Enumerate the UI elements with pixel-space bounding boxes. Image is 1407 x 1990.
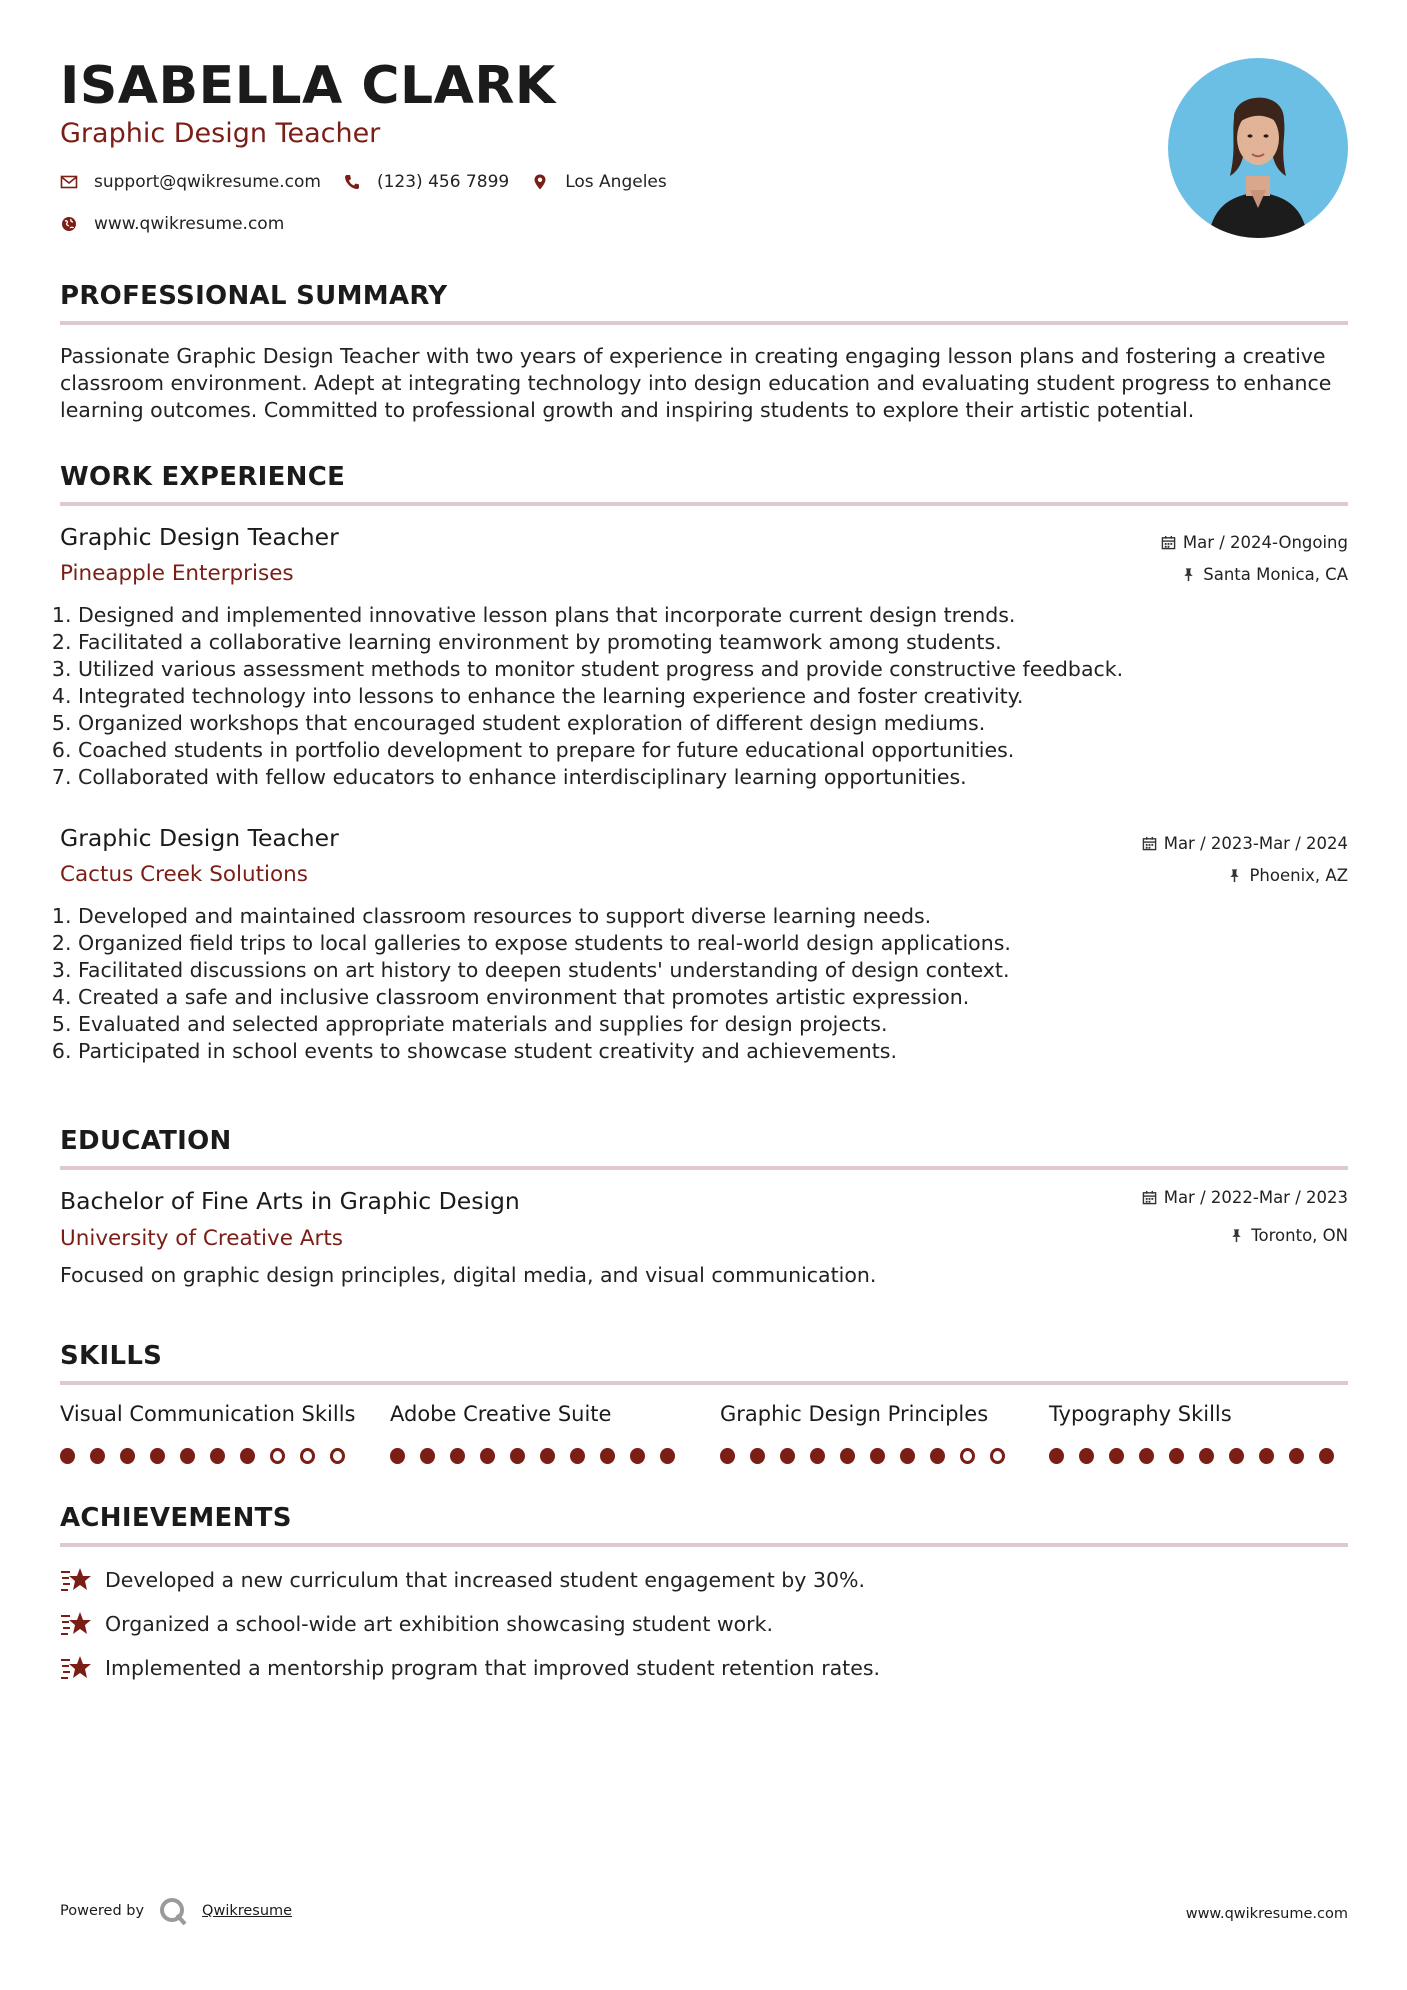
list-item: 5. Organized workshops that encouraged student exploration of different design mediums. [78,710,1338,737]
education-dates-text: Mar / 2022-Mar / 2023 [1163,1188,1348,1207]
skill-name: Visual Communication Skills [60,1402,356,1426]
rating-dot-filled [510,1448,525,1464]
rating-dot-filled [540,1448,555,1464]
rating-dot-empty [300,1448,315,1464]
rating-dot-filled [630,1448,645,1464]
list-item: 7. Collaborated with fellow educators to enhance interdisciplinary learning opportunities. [78,764,1338,791]
profile-photo [1168,58,1348,238]
rating-dot-filled [900,1448,915,1464]
rating-dot-filled [1229,1448,1244,1464]
candidate-name: ISABELLA CLARK [60,56,556,116]
rating-dot-filled [1109,1448,1124,1464]
skill-item [1049,1402,1349,1464]
skill-name: Adobe Creative Suite [390,1402,612,1426]
summary-text: Passionate Graphic Design Teacher with two years of experience in creating engaging lesson plans and fostering a creative classroom environment. Adept at integrating technology into design education and evaluating student progress to enhance learning outcomes. Committed to professional growth and inspiring students to explore their artistic potential. [60,344,1332,422]
pushpin-icon [1181,567,1196,582]
rating-dot-filled [1049,1448,1064,1464]
rating-dot-filled [60,1448,75,1464]
education-location-text: Toronto, ON [1251,1226,1348,1245]
skills-heading: SKILLS [60,1341,163,1371]
skill-rating [720,1448,1020,1464]
contact-phone[interactable] [343,172,509,192]
job-location-text: Santa Monica, CA [1203,565,1348,584]
rating-dot-filled [1199,1448,1214,1464]
skill-item [60,1402,360,1464]
rating-dot-filled [180,1448,195,1464]
rating-dot-filled [1169,1448,1184,1464]
qwikresume-logo-icon [158,1896,188,1926]
contact-website[interactable] [60,214,284,234]
list-item: 6. Participated in school events to showcase student creativity and achievements. [78,1038,1338,1065]
contact-row [60,172,689,192]
list-item: 1. Developed and maintained classroom resources to support diverse learning needs. [78,903,1338,930]
rating-dot-filled [570,1448,585,1464]
list-item: 2. Organized field trips to local galleries to expose students to real-world design applications. [78,930,1338,957]
education-dates [1142,1188,1348,1207]
calendar-icon [1161,535,1176,550]
skill-rating [1049,1448,1349,1464]
skill-rating [390,1448,690,1464]
education-description: Focused on graphic design principles, digital media, and visual communication. [60,1263,877,1287]
rating-dot-filled [1139,1448,1154,1464]
education-heading: EDUCATION [60,1126,232,1156]
rating-dot-filled [1319,1448,1334,1464]
education-divider [60,1166,1348,1170]
location-text: Los Angeles [565,172,667,192]
achievement-item [60,1610,773,1638]
list-item: 4. Integrated technology into lessons to enhance the learning experience and foster creativity. [78,683,1338,710]
rating-dot-empty [960,1448,975,1464]
job-dates-text: Mar / 2024-Ongoing [1182,533,1348,552]
calendar-icon [1142,1190,1157,1205]
rating-dot-filled [660,1448,675,1464]
qwikresume-link[interactable]: Qwikresume [202,1903,293,1919]
list-item: 1. Designed and implemented innovative lesson plans that incorporate current design trends. [78,602,1338,629]
rating-dot-filled [750,1448,765,1464]
contact-email[interactable] [60,172,321,192]
rating-dot-filled [1079,1448,1094,1464]
list-item: 4. Created a safe and inclusive classroom environment that promotes artistic expression. [78,984,1338,1011]
skill-rating [60,1448,360,1464]
education-location [1229,1226,1348,1245]
rating-dot-filled [810,1448,825,1464]
job-location [1181,565,1348,584]
mail-icon [60,173,78,191]
powered-by-text: Powered by [60,1903,145,1919]
job-bullets [60,602,1338,791]
job-title: Graphic Design Teacher [60,824,339,852]
degree-title: Bachelor of Fine Arts in Graphic Design [60,1187,520,1215]
achievement-text: Developed a new curriculum that increased student engagement by 30%. [105,1568,866,1592]
job-location-text: Phoenix, AZ [1249,866,1348,885]
resume-page [60,0,1348,1990]
list-item: 3. Facilitated discussions on art history to deepen students' understanding of design context. [78,957,1338,984]
achievement-item [60,1654,880,1682]
rating-dot-empty [990,1448,1005,1464]
rating-dot-filled [720,1448,735,1464]
job-bullets [60,903,1338,1065]
rating-dot-filled [210,1448,225,1464]
contact-location [531,172,667,192]
job-company: Cactus Creek Solutions [60,862,309,887]
phone-icon [343,173,361,191]
achievements-heading: ACHIEVEMENTS [60,1503,292,1533]
rating-dot-filled [450,1448,465,1464]
job-title: Graphic Design Teacher [60,523,339,551]
summary-divider [60,321,1348,325]
rating-dot-filled [840,1448,855,1464]
email-text: support@qwikresume.com [94,172,321,192]
rating-dot-filled [1289,1448,1304,1464]
pushpin-icon [1229,1228,1244,1243]
job-dates-text: Mar / 2023-Mar / 2024 [1163,834,1348,853]
footer-website[interactable]: www.qwikresume.com [1185,1906,1348,1922]
list-item: 6. Coached students in portfolio development to prepare for future educational opportunities. [78,737,1338,764]
job-dates [1161,533,1348,552]
rating-dot-empty [330,1448,345,1464]
shooting-star-icon [60,1654,92,1682]
list-item: 2. Facilitated a collaborative learning environment by promoting teamwork among students. [78,629,1338,656]
rating-dot-empty [270,1448,285,1464]
achievements-divider [60,1543,1348,1547]
footer-branding [60,1896,292,1926]
rating-dot-filled [930,1448,945,1464]
rating-dot-filled [390,1448,405,1464]
rating-dot-filled [420,1448,435,1464]
candidate-title: Graphic Design Teacher [60,118,381,149]
skills-divider [60,1381,1348,1385]
list-item: 3. Utilized various assessment methods to monitor student progress and provide constructive feedback. [78,656,1338,683]
rating-dot-filled [600,1448,615,1464]
contact-row-2 [60,214,306,234]
skill-name: Graphic Design Principles [720,1402,989,1426]
list-item: 5. Evaluated and selected appropriate materials and supplies for design projects. [78,1011,1338,1038]
rating-dot-filled [1259,1448,1274,1464]
rating-dot-filled [780,1448,795,1464]
rating-dot-filled [870,1448,885,1464]
summary-heading: PROFESSIONAL SUMMARY [60,281,448,311]
skill-item [390,1402,690,1464]
pushpin-icon [1227,868,1242,883]
experience-heading: WORK EXPERIENCE [60,462,346,492]
rating-dot-filled [240,1448,255,1464]
shooting-star-icon [60,1610,92,1638]
achievement-text: Implemented a mentorship program that improved student retention rates. [105,1656,881,1680]
job-company: Pineapple Enterprises [60,561,294,586]
job-dates [1142,834,1348,853]
shooting-star-icon [60,1566,92,1594]
skill-item [720,1402,1020,1464]
website-text: www.qwikresume.com [94,214,285,234]
achievement-text: Organized a school-wide art exhibition showcasing student work. [105,1612,774,1636]
calendar-icon [1142,836,1157,851]
rating-dot-filled [90,1448,105,1464]
phone-text: (123) 456 7899 [376,172,510,192]
job-location [1227,866,1348,885]
globe-icon [60,215,78,233]
skill-name: Typography Skills [1049,1402,1232,1426]
rating-dot-filled [480,1448,495,1464]
rating-dot-filled [120,1448,135,1464]
map-pin-icon [531,173,549,191]
achievement-item [60,1566,865,1594]
school-name: University of Creative Arts [60,1226,343,1251]
rating-dot-filled [150,1448,165,1464]
experience-divider [60,502,1348,506]
